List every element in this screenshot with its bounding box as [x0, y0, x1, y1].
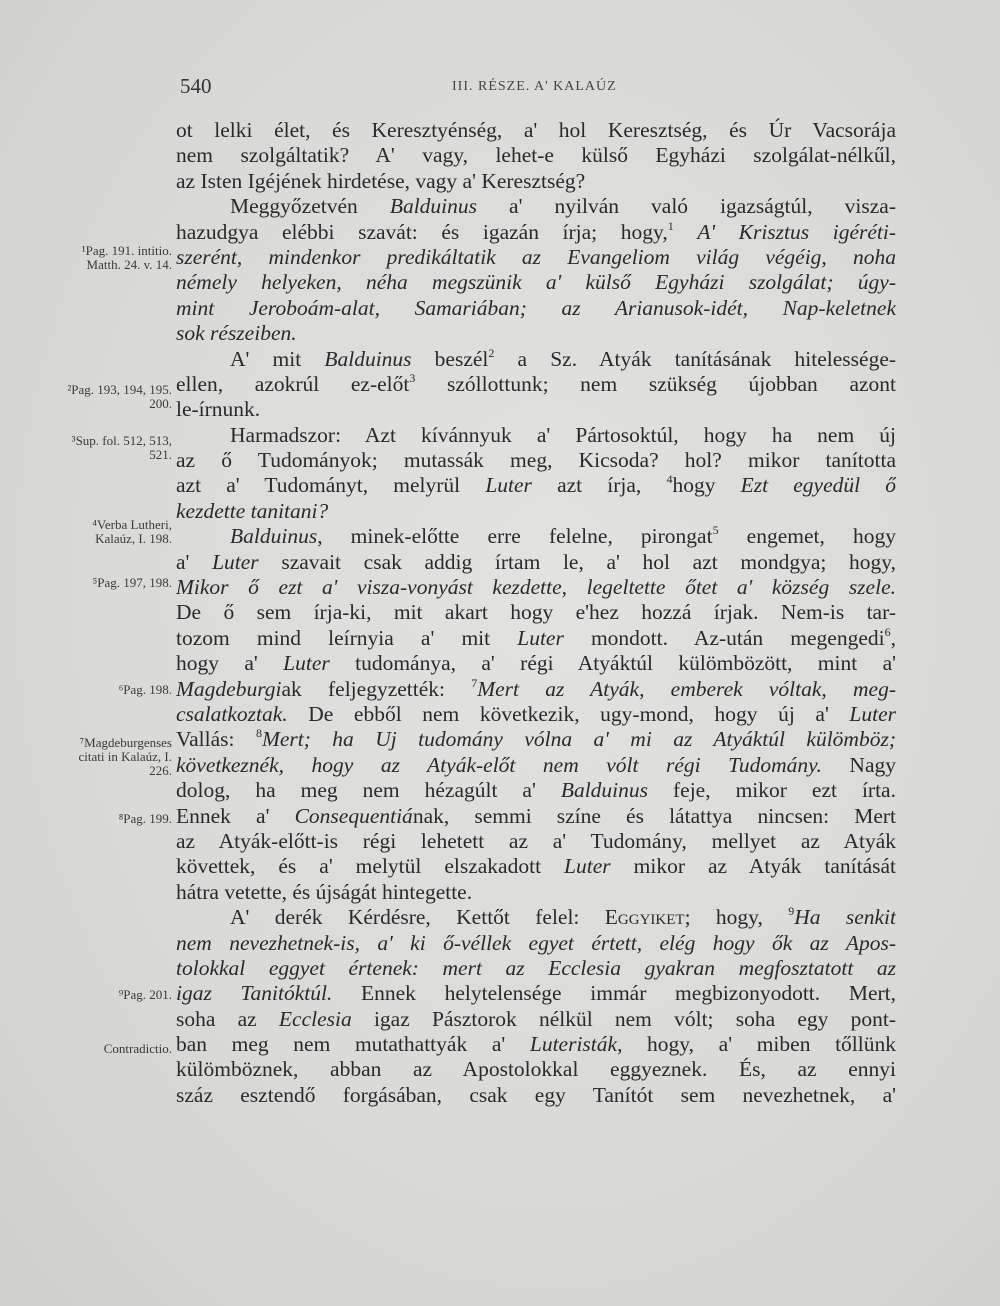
text-line: Balduinus, minek-előtte erre felelne, pirongat$^5$ engemet, hogy: [230, 524, 896, 549]
text-line: soha az Ecclesia igaz Pásztorok nélkül nem vólt; soha egy pont-: [176, 1006, 896, 1031]
text-line: tozom mind leírnyia a' mit Luter mondott. Az-után megengedi$^6$,: [176, 625, 896, 650]
text-line: igaz Tanitóktúl. Ennek helytelensége immár megbizonyodott. Mert,: [176, 981, 896, 1006]
margin-note: ¹Pag. 191. intitio. Matth. 24. v. 14.: [81, 243, 172, 272]
text-line: hogy a' Luter tudománya, a' régi Atyáktúl külömbözött, mint a': [176, 651, 896, 676]
text-line: az Isten Igéjének hirdetése, vagy a' Keresztség?: [176, 168, 586, 193]
margin-note: ⁹Pag. 201.: [118, 987, 172, 1002]
text-line: következnék, hogy az Atyák-előt nem vólt régi Tudomány. Nagy: [176, 752, 896, 777]
text-line: Harmadszor: Azt kívánnyuk a' Pártosoktúl, hogy ha nem új: [230, 422, 896, 447]
text-line: némely helyeken, néha megszünik a' külső Egyházi szolgálat; úgy-: [176, 270, 896, 295]
text-line: száz esztendő forgásában, csak egy Tanítót sem nevezhetnek, a': [176, 1082, 896, 1107]
margin-note: ⁶Pag. 198.: [118, 682, 172, 697]
text-line: Meggyőzetvén Balduinus a' nyilván való igazságtúl, visza-: [230, 194, 896, 219]
text-line: De ő sem írja-ki, mit akart hogy e'hez hozzá írjak. Nem-is tar-: [176, 600, 896, 625]
margin-note: ⁵Pag. 197, 198.: [92, 575, 172, 590]
margin-note: ⁴Verba Lutheri, Kalaúz, I. 198.: [92, 517, 172, 546]
text-line: hátra vetette, és újságát hintegette.: [176, 879, 473, 904]
text-line: hazudgya elébbi szavát: és igazán írja; hogy,$^1$ A' Krisztus igéréti-: [176, 219, 896, 244]
running-head-title: III. RÉSZE. A' KALAÚZ: [452, 79, 617, 94]
text-line: követtek, és a' melytül elszakadott Luter mikor az Atyák tanítását: [176, 854, 896, 879]
text-line: ban meg nem mutathattyák a' Luteristák, hogy, a' miben tőllünk: [176, 1032, 896, 1057]
text-line: nem nevezhetnek-is, a' ki ő-véllek egyet értett, elég hogy ők az Apos-: [176, 930, 896, 955]
text-line: az ő Tudományok; mutassák meg, Kicsoda? hol? mikor tanította: [176, 448, 896, 473]
text-line: sok részeiben.: [176, 321, 297, 346]
text-line: az Atyák-előtt-is régi lehetett az a' Tudomány, mellyet az Atyák: [176, 828, 896, 853]
text-line: A' derék Kérdésre, Kettőt felel: Eggyiket; hogy, $^9$Ha senkit: [230, 905, 896, 930]
text-line: kezdette tanitani?: [176, 498, 329, 523]
margin-note: ³Sup. fol. 512, 513, 521.: [71, 433, 172, 462]
text-line: csalatkoztak. De ebből nem következik, ugy-mond, hogy új a' Luter: [176, 701, 896, 726]
text-line: A' mit Balduinus beszél$^2$ a Sz. Atyák tanításának hitelessége-: [230, 346, 896, 371]
text-line: le-írnunk.: [176, 397, 261, 422]
body-text: [176, 118, 896, 1108]
text-line: Ennek a' Consequentiának, semmi színe és látattya nincsen: Mert: [176, 803, 896, 828]
text-line: dolog, ha meg nem hézagúlt a' Balduinus feje, mikor ezt írta.: [176, 778, 896, 803]
page-number: 540: [180, 74, 212, 98]
text-line: nem szolgáltatik? A' vagy, lehet-e külső Egyházi szolgálat-nélkűl,: [176, 143, 896, 168]
margin-note: ⁷Magdeburgenses citati in Kalaúz, I. 226.: [78, 735, 172, 778]
text-line: Magdeburgiak feljegyzették: $^7$Mert az Atyák, emberek vóltak, meg-: [176, 676, 896, 701]
text-line: tolokkal eggyet értenek: mert az Ecclesia gyakran megfosztatott az: [176, 955, 896, 980]
margin-note: Contradictio.: [103, 1041, 172, 1056]
text-line: azt a' Tudományt, melyrül Luter azt írja, $^4$hogy Ezt egyedül ő: [176, 473, 896, 498]
text-line: külömböznek, abban az Apostolokkal eggyeznek. És, az ennyi: [176, 1057, 896, 1082]
text-line: Vallás: $^8$Mert; ha Uj tudomány vólna a' mi az Atyáktúl külömböz;: [176, 727, 896, 752]
margin-note: ⁸Pag. 199.: [118, 811, 172, 826]
text-line: mint Jeroboám-alat, Samariában; az Arianusok-idét, Nap-keletnek: [176, 295, 896, 320]
running-head: [180, 74, 900, 98]
text-line: a' Luter szavait csak addig írtam le, a' hol azt mondgya; hogy,: [176, 549, 896, 574]
text-line: Mikor ő ezt a' visza-vonyást kezdette, legeltette őtet a' község szele.: [176, 575, 896, 600]
margin-note: ²Pag. 193, 194, 195. 200.: [67, 382, 172, 411]
text-line: ot lelki élet, és Keresztyénség, a' hol Keresztség, és Úr Vacsorája: [176, 118, 896, 142]
text-line: ellen, azokrúl ez-előt$^3$ szóllottunk; nem szükség újobban azont: [176, 371, 896, 396]
text-line: szerént, mindenkor predikáltatik az Evangeliom világ végéig, noha: [176, 244, 896, 269]
